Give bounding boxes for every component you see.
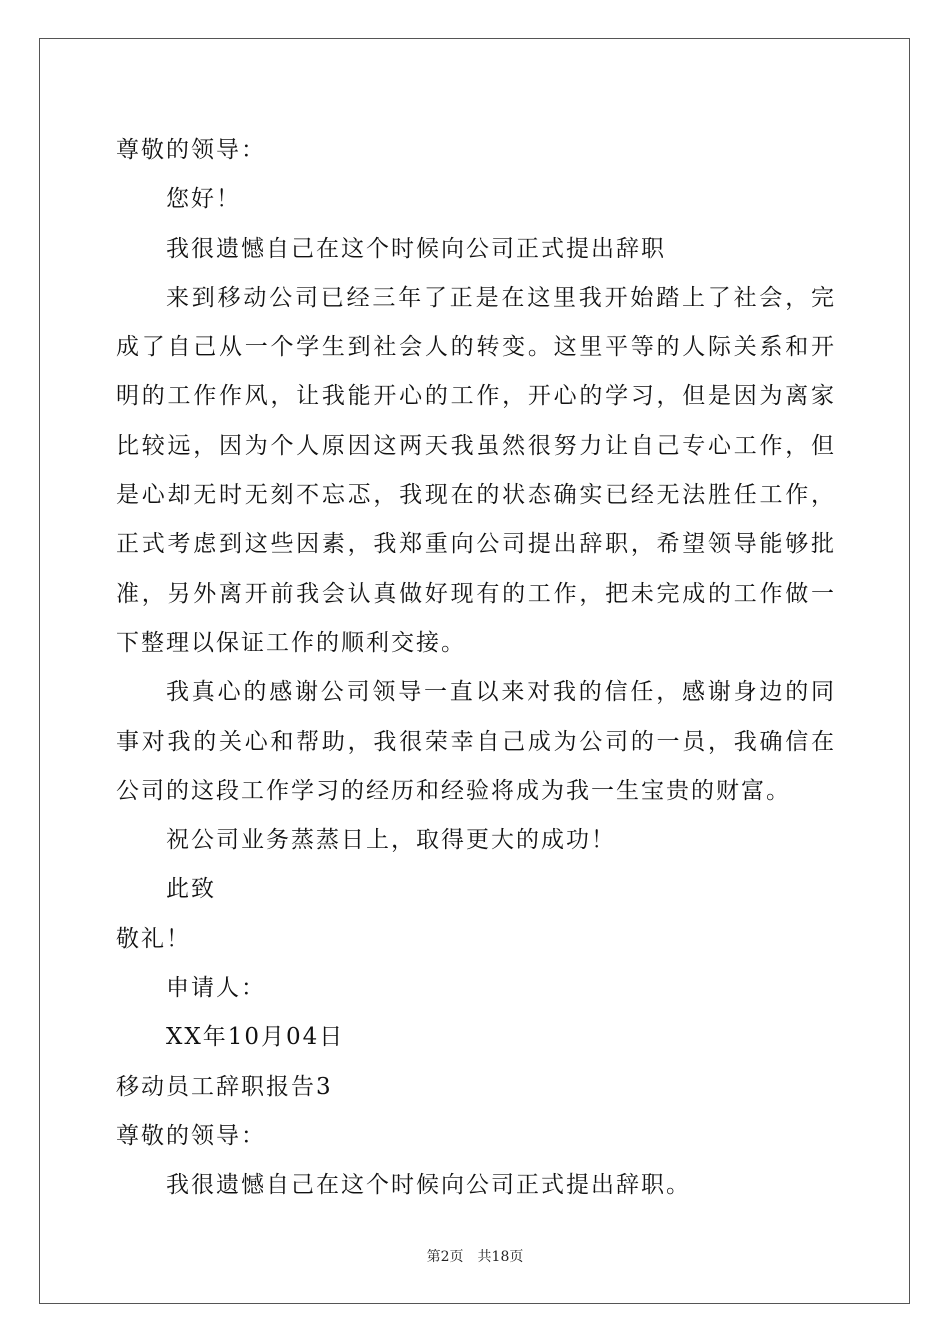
letter-date: XX年10月04日 <box>166 1024 345 1051</box>
section-salutation: 尊敬的领导： <box>116 1122 266 1149</box>
page-number: 第2页 <box>426 1249 464 1265</box>
salutation: 尊敬的领导： <box>116 137 266 163</box>
page-total: 共18页 <box>477 1249 524 1265</box>
intro-line: 我很遗憾自己在这个时候向公司正式提出辞职 <box>166 235 666 262</box>
body-paragraph-2: 我真心的感谢公司领导一直以来对我的信任，感谢身边的同事对我的关心和帮助，我很荣幸自己成为公司的一员，我确信在公司的这段工作学习的经历和经验将成为我一生宝贵的财富。 <box>116 679 836 804</box>
page-footer <box>0 1246 950 1266</box>
body-paragraph-1: 来到移动公司已经三年了正是在这里我开始踏上了社会，完成了自己从一个学生到社会人的转变。这里平等的人际关系和开明的工作作风，让我能开心的工作，开心的学习，但是因为离家比较远，因为个人原因这两天我虽然很努力让自己专心工作，但是心却无时无刻不忘忑，我现在的状态确实已经无法胜任工作，正式考虑到这些因素，我郑重向公司提出辞职，希望领导能够批准，另外离开前我会认真做好现有的工作，把未完成的工作做一下整理以保证工作的顺利交接。 <box>116 284 836 656</box>
section-title: 移动员工辞职报告3 <box>116 1073 333 1100</box>
closing-wish: 祝公司业务蒸蒸日上，取得更大的成功！ <box>166 827 616 854</box>
closing-jingli: 敬礼！ <box>116 925 191 952</box>
document-body <box>116 126 836 1211</box>
greeting: 您好！ <box>166 186 241 213</box>
applicant-label: 申请人： <box>166 975 266 1002</box>
section-intro: 我很遗憾自己在这个时候向公司正式提出辞职。 <box>166 1172 691 1199</box>
closing-cizhi: 此致 <box>166 876 216 903</box>
